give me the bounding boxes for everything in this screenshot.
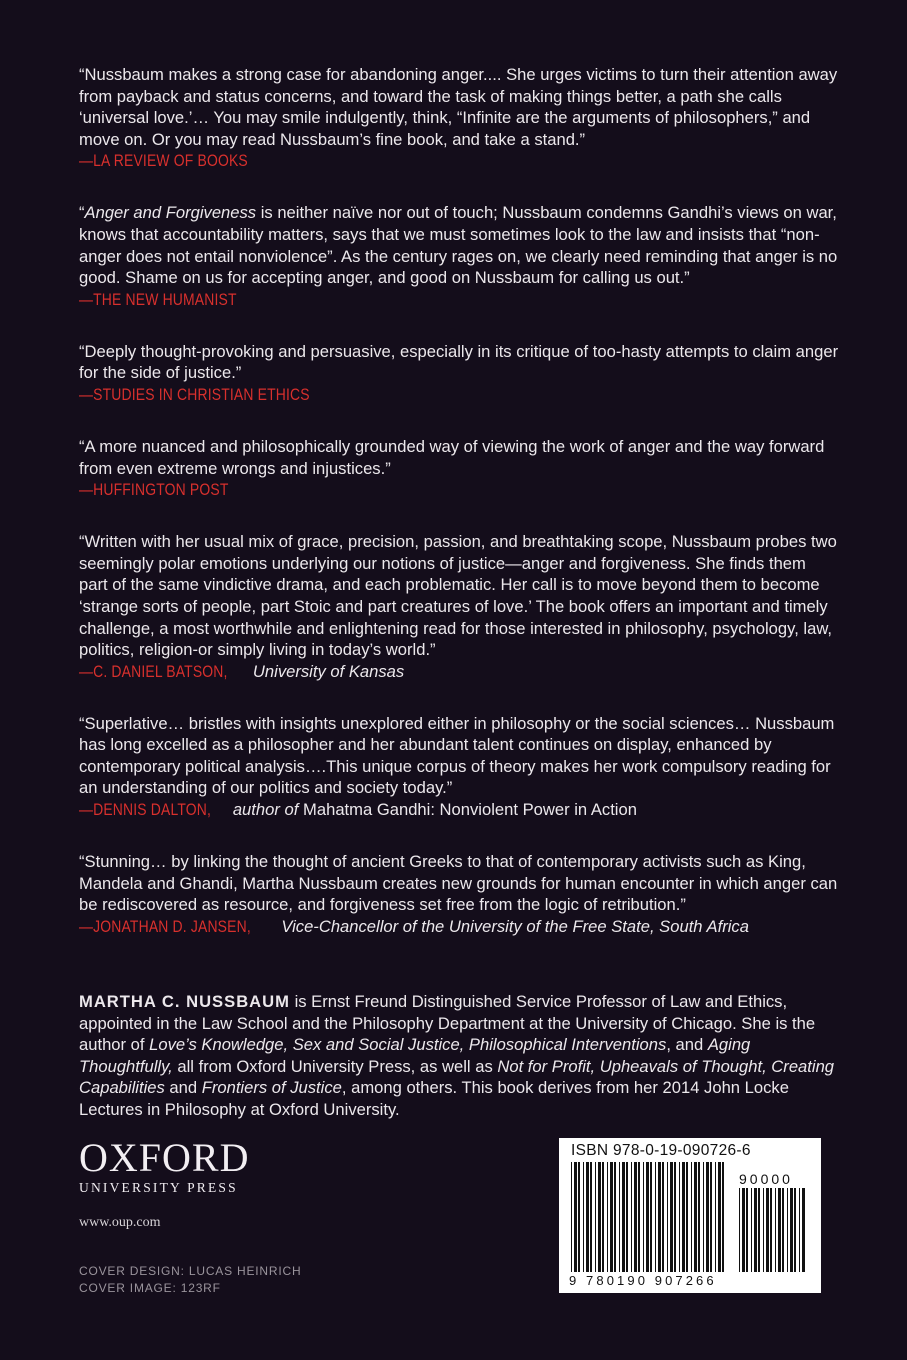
attribution-source: —STUDIES IN CHRISTIAN ETHICS bbox=[79, 384, 310, 404]
barcode-bar bbox=[655, 1162, 656, 1272]
barcode-bar bbox=[578, 1162, 580, 1272]
publisher-subtitle: UNIVERSITY PRESS bbox=[79, 1180, 238, 1195]
quote-text-segment: “Deeply thought-provoking and persuasive, especially in its critique of too-hasty attempts to claim anger for the side of justice.” bbox=[79, 341, 839, 383]
attribution-source: —C. DANIEL BATSON, bbox=[79, 661, 228, 681]
barcode-bar bbox=[602, 1162, 604, 1272]
attribution-work-title: Mahatma Gandhi: Nonviolent Power in Action bbox=[303, 800, 637, 820]
quote-attribution bbox=[79, 661, 839, 683]
quote-text bbox=[79, 202, 839, 288]
quote-text-segment: Anger and Forgiveness bbox=[84, 203, 257, 223]
quote-text-segment: “A more nuanced and philosophically grounded way of viewing the work of anger and the way forward from even extreme wrongs and injustices.” bbox=[79, 436, 825, 478]
barcode-bar bbox=[790, 1188, 793, 1272]
barcode-bar bbox=[598, 1162, 601, 1272]
review-quote bbox=[79, 851, 839, 938]
barcode-bar bbox=[586, 1162, 589, 1272]
quote-text-segment: “Stunning… by linking the thought of ancient Greeks to that of contemporary activists such as King, Mandela and Ghandi, Martha Nussbaum creates new grounds for human encounter in which anger can be rediscovered as resource, and forgiveness set free from the logic of retribution.” bbox=[79, 852, 838, 915]
barcode-bar bbox=[763, 1188, 764, 1272]
barcode-bar bbox=[662, 1162, 664, 1272]
quote-text bbox=[79, 713, 839, 799]
attribution-affiliation: author of bbox=[232, 800, 299, 820]
barcode-digits: 9 780190 907266 bbox=[569, 1273, 717, 1288]
review-quote bbox=[79, 64, 839, 172]
quote-text bbox=[79, 64, 839, 150]
barcode-bar bbox=[619, 1162, 620, 1272]
barcode-bar bbox=[626, 1162, 628, 1272]
barcode-bar bbox=[718, 1162, 721, 1272]
barcode-bar bbox=[610, 1162, 613, 1272]
barcode-bar bbox=[643, 1162, 644, 1272]
barcode-bar bbox=[770, 1188, 772, 1272]
quote-attribution bbox=[79, 916, 839, 938]
quote-attribution bbox=[79, 150, 839, 172]
cover-design-credit: COVER DESIGN: LUCAS HEINRICH bbox=[79, 1264, 302, 1278]
barcode-bar bbox=[694, 1162, 697, 1272]
barcode-bar bbox=[754, 1188, 757, 1272]
barcode-bar bbox=[679, 1162, 680, 1272]
barcode-bar bbox=[775, 1188, 776, 1272]
barcode-bar bbox=[766, 1188, 769, 1272]
addon-barcode-bars bbox=[739, 1188, 809, 1274]
quote-text-segment: “Nussbaum makes a strong case for abandoning anger.... She urges victims to turn their attention away from payback and status concerns, and toward the task of making things better, a path she calls ‘universal love.’… You may smile indulgently, think, “Infinite are the arguments of philosophers,” and move on. Or you may read Nussbaum’s fine book, and take a stand.” bbox=[79, 65, 838, 149]
author-name: MARTHA C. NUSSBAUM bbox=[79, 992, 290, 1011]
barcode-bar bbox=[667, 1162, 668, 1272]
ean-barcode-bars bbox=[571, 1162, 729, 1274]
attribution-source: —THE NEW HUMANIST bbox=[79, 289, 237, 309]
bio-text-segment: Love’s Knowledge, Sex and Social Justice, Philosophical Interventions bbox=[149, 1035, 667, 1055]
barcode-bar bbox=[787, 1188, 788, 1272]
price-code: 90000 bbox=[739, 1171, 793, 1187]
quote-attribution bbox=[79, 479, 839, 501]
cover-image-credit: COVER IMAGE: 123RF bbox=[79, 1281, 221, 1295]
bio-text-segment: Aging Thoughtfully, bbox=[79, 1035, 751, 1076]
barcode-bar bbox=[622, 1162, 625, 1272]
barcode-bar bbox=[590, 1162, 592, 1272]
isbn-label: ISBN 978-0-19-090726-6 bbox=[571, 1142, 751, 1159]
attribution-source: —LA REVIEW OF BOOKS bbox=[79, 151, 248, 171]
barcode-bar bbox=[631, 1162, 632, 1272]
quote-text bbox=[79, 851, 839, 916]
barcode-bar bbox=[691, 1162, 692, 1272]
barcode-bar bbox=[802, 1188, 805, 1272]
quote-text bbox=[79, 436, 839, 479]
bio-text-segment: , and bbox=[666, 1035, 708, 1055]
quote-attribution bbox=[79, 289, 839, 311]
quote-text bbox=[79, 341, 839, 384]
attribution-source: —HUFFINGTON POST bbox=[79, 480, 229, 500]
barcode-bar bbox=[715, 1162, 716, 1272]
bio-text-segment: Not for Profit, Upheavals of Thought, Creating Capabilities bbox=[79, 1056, 835, 1098]
attribution-affiliation: Vice-Chancellor of the University of the Free State, South Africa bbox=[281, 916, 749, 936]
publisher-logo bbox=[79, 1135, 250, 1196]
barcode-bar bbox=[782, 1188, 784, 1272]
barcode-bar bbox=[686, 1162, 688, 1272]
quote-text-segment: “Superlative… bristles with insights unexplored either in philosophy or the social sciences… Nussbaum has long excelled as a philosopher and her abundant talent continues on display, enhanced by contemporary political analysis….This unique corpus of theory makes her work compulsory reading for an understanding of our politics and society today.” bbox=[79, 713, 835, 798]
attribution-source: —JONATHAN D. JANSEN, bbox=[79, 916, 251, 936]
review-quote bbox=[79, 713, 839, 821]
quote-attribution bbox=[79, 799, 839, 821]
cover-credits bbox=[79, 1263, 301, 1297]
barcode-bar bbox=[751, 1188, 752, 1272]
quote-text-segment: “Written with her usual mix of grace, precision, passion, and breathtaking scope, Nussbaum probes two seemingly polar emotions underlying our notions of justice—anger and forgiveness. She finds them part of the same vindictive drama, and each problematic. Her call is to move beyond them to become ‘strange sorts of people, part Stoic and part creatures of love.’ The book offers an important and timely challenge, a most worthwhile and enlightening read for those interested in philosophy, psychology, law, politics, religion-or simply living in today’s world.” bbox=[79, 532, 837, 660]
barcode-bar bbox=[746, 1188, 748, 1272]
review-quote bbox=[79, 531, 839, 683]
review-quote bbox=[79, 436, 839, 501]
publisher-url: www.oup.com bbox=[79, 1215, 161, 1230]
barcode-bar bbox=[742, 1188, 745, 1272]
barcode-bar bbox=[670, 1162, 673, 1272]
bio-text-segment: Frontiers of Justice bbox=[201, 1078, 342, 1098]
barcode-bar bbox=[595, 1162, 596, 1272]
bio-text-segment: and bbox=[164, 1078, 202, 1098]
bio-text-segment: , among others. This book derives from her 2014 John Locke Lectures in Philosophy at Oxford University. bbox=[79, 1078, 789, 1119]
quote-text-segment: is neither naïve nor out of touch; Nussbaum condemns Gandhi’s views on war, knows that accountability matters, says that we must sometimes look to the law and insists that “non-anger does not entail nonviolence”. As the century rages on, we clearly need reminding that anger is no good. Shame on us for accepting anger, and good on Nussbaum for calling us out.” bbox=[79, 203, 838, 288]
barcode-bar bbox=[607, 1162, 608, 1272]
barcode-bar bbox=[778, 1188, 781, 1272]
quote-text bbox=[79, 531, 839, 661]
barcode-bar bbox=[650, 1162, 652, 1272]
author-bio bbox=[79, 991, 839, 1121]
barcode-bar bbox=[698, 1162, 700, 1272]
attribution-source: —DENNIS DALTON, bbox=[79, 800, 212, 820]
barcode bbox=[559, 1138, 821, 1293]
quote-text-segment: “ bbox=[79, 203, 85, 223]
barcode-bar bbox=[638, 1162, 640, 1272]
barcode-bar bbox=[722, 1162, 724, 1272]
review-quote bbox=[79, 202, 839, 310]
barcode-bar bbox=[799, 1188, 800, 1272]
barcode-bar bbox=[682, 1162, 685, 1272]
barcode-bar bbox=[739, 1188, 740, 1272]
barcode-bar bbox=[646, 1162, 649, 1272]
barcode-bar bbox=[710, 1162, 712, 1272]
barcode-bar bbox=[703, 1162, 704, 1272]
blurbs-section bbox=[79, 64, 839, 968]
quote-attribution bbox=[79, 384, 839, 406]
bio-text-segment: all from Oxford University Press, as well as bbox=[172, 1056, 498, 1076]
barcode-bar bbox=[706, 1162, 709, 1272]
barcode-bar bbox=[674, 1162, 676, 1272]
barcode-bar bbox=[571, 1162, 572, 1272]
review-quote bbox=[79, 341, 839, 406]
attribution-affiliation: University of Kansas bbox=[252, 661, 405, 681]
barcode-bar bbox=[583, 1162, 584, 1272]
barcode-bar bbox=[574, 1162, 577, 1272]
publisher-name: OXFORD bbox=[79, 1135, 250, 1180]
barcode-bar bbox=[794, 1188, 796, 1272]
barcode-bar bbox=[634, 1162, 637, 1272]
barcode-bar bbox=[758, 1188, 760, 1272]
bio-text-segment: is Ernst Freund Distinguished Service Professor of Law and Ethics, appointed in the Law School and the Philosophy Department at the University of Chicago. She is the author of bbox=[79, 992, 816, 1055]
barcode-bar bbox=[614, 1162, 616, 1272]
barcode-bar bbox=[658, 1162, 661, 1272]
